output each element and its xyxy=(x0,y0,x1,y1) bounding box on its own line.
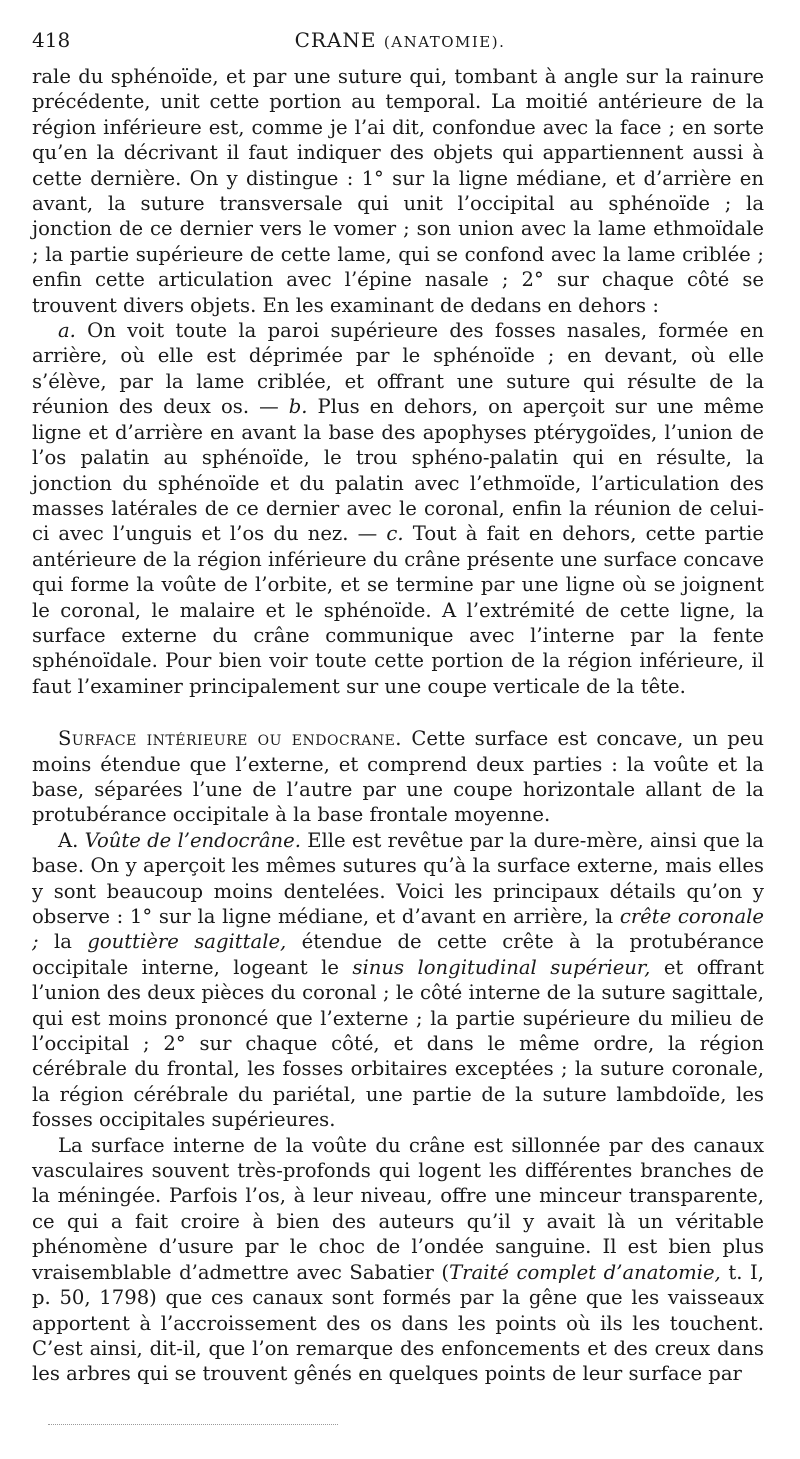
section-heading-endocrane: Surface intérieure ou endocrane. xyxy=(58,727,403,751)
item-text-b: Plus en dehors, on aperçoit sur une même ligne et d’arrière en avant la base des apophyses ptérygoïdes, l’union de l’os palatin au sphénoïde, le trou sphéno-palatin qui en résulte, la jonction du sphénoïde et du palatin avec l’ethmoïde, l’articulation des masses latérales de ce dernier avec le coronal, enfin la réunion de celui-ci avec l’unguis et l’os du nez. — xyxy=(32,395,764,546)
term-gouttiere-sagittale: gouttière sagittale, xyxy=(87,930,287,954)
item-label-a: a. xyxy=(58,319,76,343)
paragraph-text: la xyxy=(38,930,88,954)
page-number: 418 xyxy=(32,28,71,52)
item-text-c: Tout à fait en dehors, cette partie antérieure de la région inférieure du crâne présente une surface concave qui forme la voûte de l’orbite, et se termine par une ligne où se joignent le coronal, le malaire et le sphénoïde. A l’extrémité de cette ligne, la surface externe du crâne communique avec l’interne par la fente sphénoïdale. Pour bien voir toute cette portion de la région inférieure, il faut l’examiner principalement sur une coupe verticale de la tête. xyxy=(32,522,764,698)
running-head-subtitle: (ANATOMIE). xyxy=(383,33,506,51)
body-text xyxy=(32,64,764,1387)
paragraph-text: rale du sphénoïde, et par une suture qui, tombant à angle sur la rainure précédente, unit cette portion au temporal. La moitié antérieure de la région inférieure est, comme je l’ai dit, confondue avec la face ; en sorte qu’en la décrivant il faut indiquer des objets qui appartiennent aussi à cette dernière. On y distingue : 1° sur la ligne médiane, et d’arrière en avant, la suture transversale qui unit l’occipital au sphénoïde ; la jonction de ce dernier vers le vomer ; son union avec la lame ethmoïdale ; la partie supérieure de cette lame, qui se confond avec la lame criblée ; enfin cette articulation avec l’épine nasale ; 2° sur chaque côté se trouvent divers objets. En les examinant de dedans en dehors : xyxy=(32,65,764,317)
subsection-label: A. xyxy=(58,828,79,852)
item-label-c: c. xyxy=(386,522,404,546)
page-header xyxy=(32,28,768,58)
item-label-b: b. xyxy=(288,395,308,419)
paragraph-vascular-canals xyxy=(32,1133,764,1387)
paragraph-endocrane xyxy=(32,726,764,828)
paragraph-text: t. I, p. 50, 1798) que ces canaux sont formés par la gêne que les vaisseaux apportent à l’accroissement des os dans les points où ils les touchent. C’est ainsi, dit-il, que l’on remarque des enfoncements et des creux dans les arbres qui se trouvent gênés en quelques points de leur surface par xyxy=(32,1260,764,1386)
item-text-a: On voit toute la paroi supérieure des fosses nasales, formée en arrière, où elle est déprimée par le sphénoïde ; en devant, où elle s’élève, par la lame criblée, et offrant une suture qui résulte de la réunion des deux os. — xyxy=(32,319,764,419)
running-head-title: CRANE xyxy=(294,28,377,52)
paragraph-inferior-region xyxy=(32,64,764,318)
paragraph-enumeration xyxy=(32,318,764,699)
term-crete-coronale: crête coronale ; xyxy=(32,905,764,954)
running-head xyxy=(32,28,768,52)
paragraph-voute xyxy=(32,828,764,1133)
citation-title: Traité complet d’anatomie, xyxy=(449,1260,721,1284)
paragraph-text: Cette surface est concave, un peu moins étendue que l’externe, et comprend deux parties : la voûte et la base, séparées l’une de l’autre par une coupe horizontale allant de la protubérance occipitale à la base frontale moyenne. xyxy=(32,727,764,827)
subsection-title: Voûte de l’endocrâne. xyxy=(84,828,301,852)
section-gap xyxy=(32,699,764,726)
paragraph-text: étendue de cette crête à la protubérance occipitale interne, logeant le xyxy=(32,930,765,979)
term-sinus-longitudinal: sinus longitudinal supérieur, xyxy=(352,955,651,979)
paragraph-text: La surface interne de la voûte du crâne est sillonnée par des canaux vasculaires souvent très-profonds qui logent les différentes branches de la méningée. Parfois l’os, à leur niveau, offre une minceur transparente, ce qui a fait croire à bien des auteurs qu’il y avait là un véritable phénomène d’usure par le choc de l’ondée sanguine. Il est bien plus vraisemblable d’admettre avec Sabatier ( xyxy=(32,1133,764,1284)
paragraph-text: et offrant l’union des deux pièces du coronal ; le côté interne de la suture sagittale, qui est moins prononcé que l’externe ; la partie supérieure du milieu de l’occipital ; 2° sur chaque côté, et dans le même ordre, la région cérébrale du frontal, les fosses orbitaires exceptées ; la suture coronale, la région cérébrale du pariétal, une partie de la suture lambdoïde, les fosses occipitales supérieures. xyxy=(32,955,764,1132)
paragraph-text: Elle est revêtue par la dure-mère, ainsi que la base. On y aperçoit les mêmes sutures qu’à la surface externe, mais elles y sont beaucoup moins dentelées. Voici les principaux détails qu’on y observe : 1° sur la ligne médiane, et d’avant en arrière, la xyxy=(32,828,764,928)
footer-rule xyxy=(48,1424,338,1425)
